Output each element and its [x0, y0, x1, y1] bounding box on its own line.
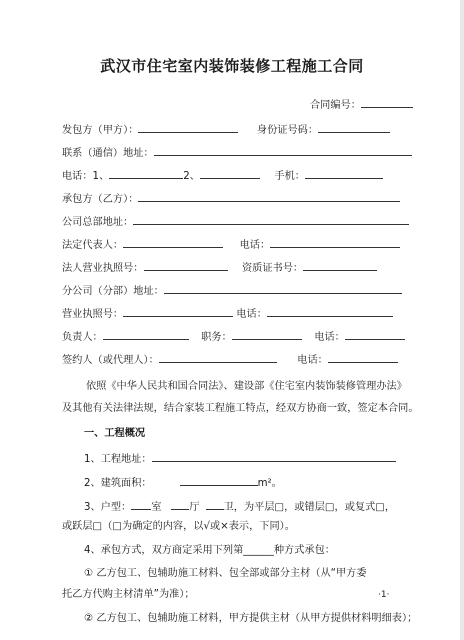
party-b-field[interactable] — [138, 190, 400, 202]
signer-field[interactable] — [159, 351, 277, 363]
signer-row — [62, 351, 398, 365]
cert-field[interactable] — [303, 259, 377, 271]
license-row — [62, 259, 377, 273]
business-tel-field[interactable] — [267, 305, 393, 317]
party-a-field[interactable] — [138, 121, 238, 133]
business-license-field[interactable] — [123, 305, 233, 317]
party-a-label: 发包方（甲方）： — [62, 125, 139, 136]
section-heading-1: 一、工程概况 — [84, 428, 146, 439]
intro-line-2: 及其他有关法律法规，结合家装工程施工特点，经双方协商一致，签定本合同。 — [62, 403, 419, 414]
item-3-line-2: 或跃层□（□为确定的内容，以√或×表示，下同）。 — [62, 521, 295, 532]
tel-label-4: 电话： — [297, 355, 328, 366]
manager-label: 负责人： — [62, 332, 103, 343]
id-label: 身份证号码： — [256, 125, 319, 136]
item-3-label: 3、户型： — [84, 502, 132, 513]
business-license-label: 营业执照号： — [62, 309, 124, 320]
license-label: 法人营业执照号： — [62, 263, 144, 274]
contact-row — [62, 144, 412, 158]
legal-rep-tel-field[interactable] — [270, 236, 400, 248]
legal-rep-label: 法定代表人： — [62, 240, 124, 251]
contact-field[interactable] — [154, 144, 412, 156]
area-unit: m²。 — [257, 478, 282, 489]
area-field[interactable] — [180, 474, 258, 486]
rooms-field[interactable] — [131, 498, 151, 510]
job-title-label: 职务： — [201, 332, 232, 343]
branch-field[interactable] — [164, 282, 402, 294]
phone-1-field[interactable] — [109, 167, 183, 179]
item-4: 4、承包方式，双方商定采用下列第______种方式承包： — [84, 545, 335, 556]
option-1-line-2: 托乙方代购主材清单”为准）； — [62, 589, 195, 600]
item-1-row — [84, 450, 396, 467]
manager-row — [62, 328, 405, 342]
option-1-line-1: ① 乙方包工、包辅助施工材料、包全部或部分主材（从“甲方委 — [84, 568, 367, 579]
page-number: ·1· — [378, 590, 390, 600]
job-title-field[interactable] — [232, 328, 302, 340]
halls-field[interactable] — [171, 498, 189, 510]
intro-line-1: 依照《中华人民共和国合同法》、建设部《住宅室内装饰装修管理办法》 — [86, 381, 407, 392]
manager-field[interactable] — [103, 328, 189, 340]
page-title: 武汉市住宅室内装饰装修工程施工合同 — [100, 57, 364, 75]
legal-rep-row — [62, 236, 400, 250]
tel-label: 电话： — [239, 240, 271, 251]
license-field[interactable] — [144, 259, 228, 271]
party-b-row — [62, 190, 400, 204]
contract-no-label: 合同编号： — [310, 100, 361, 111]
item-2-label: 2、建筑面积： — [84, 478, 152, 489]
branch-label: 分公司（分部）地址： — [62, 286, 164, 297]
rooms-unit: 室 — [151, 502, 162, 513]
signer-label: 签约人（或代理人）： — [62, 355, 159, 366]
cert-label: 资质证书号： — [242, 263, 304, 274]
item-2-row — [84, 474, 282, 491]
party-b-label: 承包方（乙方）： — [62, 194, 139, 205]
tel-label-2: 电话： — [236, 309, 267, 320]
company-addr-field[interactable] — [133, 213, 409, 225]
contract-no-row — [310, 96, 413, 110]
contract-no-field[interactable] — [361, 96, 413, 108]
option-2: ② 乙方包工、包辅助施工材料，甲方提供主材（从甲方提供材料明细表）； — [84, 613, 418, 624]
tel-label-3: 电话： — [314, 332, 345, 343]
id-field[interactable] — [318, 121, 390, 133]
party-a-row — [62, 121, 390, 135]
scan-edge — [460, 0, 464, 640]
signer-tel-field[interactable] — [328, 351, 398, 363]
baths-unit: 卫，为平层□，或错层□，或复式□， — [223, 502, 396, 513]
branch-row — [62, 282, 402, 296]
phone-2-label: 2、 — [183, 171, 200, 182]
phone-2-field[interactable] — [200, 167, 260, 179]
mobile-label: 手机： — [274, 171, 305, 182]
phone-row — [62, 167, 383, 181]
halls-unit: 厅 — [189, 502, 200, 513]
mobile-field[interactable] — [305, 167, 383, 179]
item-3-row — [84, 498, 395, 515]
phone-label: 电话：1、 — [62, 171, 110, 182]
contact-label: 联系（通信）地址： — [62, 148, 154, 159]
business-license-row — [62, 305, 393, 319]
legal-rep-field[interactable] — [123, 236, 223, 248]
company-addr-label: 公司总部地址： — [62, 217, 134, 228]
company-addr-row — [62, 213, 409, 227]
project-address-field[interactable] — [152, 450, 396, 462]
baths-field[interactable] — [206, 498, 224, 510]
manager-tel-field[interactable] — [345, 328, 405, 340]
item-1-label: 1、工程地址： — [84, 454, 152, 465]
